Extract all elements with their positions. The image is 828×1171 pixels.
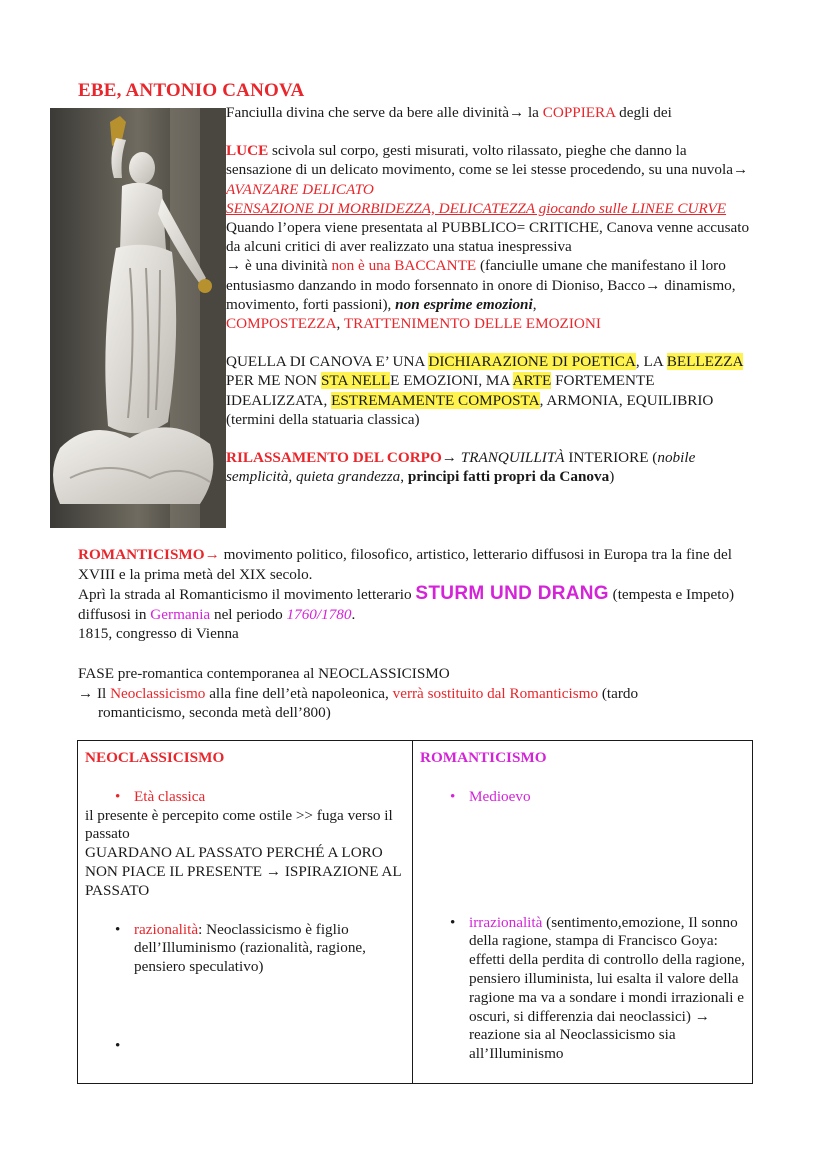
text-tranquillita: TRANQUILLITÀ (460, 449, 565, 467)
document-title: EBE, ANTONIO CANOVA (78, 80, 305, 101)
text-razionalita: razionalità (134, 920, 199, 938)
text-romanticismo: ROMANTICISMO (78, 546, 205, 563)
text-definition: movimento politico, filosofico, artistico, letterario diffusosi in Europa tra la fine del XVIII e la prima metà del XIX secolo. (78, 546, 732, 583)
text-guardano-al-passato: GUARDANO AL PASSATO PERCHÉ A LORO NON PIACE IL PRESENTE → ISPIRAZIONE AL PASSATO (85, 844, 402, 899)
arrow-icon: → (732, 161, 749, 179)
highlight-bellezza: BELLEZZA (666, 353, 743, 371)
text-strada: Aprì la strada al Romanticismo il movimento letterario (78, 586, 416, 603)
text-morbidezza: SENSAZIONE DI MORBIDEZZA, DELICATEZZA giocando sulle LINEE CURVE (226, 199, 727, 217)
text-compostezza: COMPOSTEZZA (226, 315, 337, 333)
romanticism-congress: 1815, congresso di Vienna (78, 625, 239, 642)
text-irrazionalita: irrazionalità (469, 913, 543, 931)
ebe-line-coppiera (226, 103, 756, 122)
phase-line-1: FASE pre-romantica contemporanea al NEOCLASSICISMO (78, 665, 450, 682)
romanticism-column (413, 741, 753, 1084)
text-il: Il (93, 684, 111, 702)
arrow-icon: → (204, 546, 220, 563)
text-eta-napoleonica: alla fine dell’età napoleonica, (205, 684, 393, 702)
romanticism-header: ROMANTICISMO (420, 749, 547, 766)
ebe-line-compostezza (226, 314, 756, 333)
text-razionalita-description: : Neoclassicismo è figlio dell’Illuminismo (razionalità, ragione, pensiero speculativo) (134, 920, 366, 976)
text-irrazionalita-description: (sentimento,emozione, Il sonno della ragione, stampa di Francisco Goya: effetti della perdita di controllo della ragione, pensiero illuminista, lui esalta il valore della ragione ma va a sondare i mondi irrazionali e oscuri, si differenzia dai neoclassici) → reazione sia al Neoclassicismo sia all’Illuminismo (469, 913, 745, 1063)
text-sturm-und-drang: STURM UND DRANG (415, 583, 609, 604)
ebe-paragraph-poetica (226, 352, 756, 429)
arrow-icon: → (441, 449, 457, 467)
text-nobile-semplicita: nobile semplicità, quieta grandezza (226, 449, 696, 486)
arrow-icon: → (226, 257, 242, 275)
neoclassicism-column (78, 741, 413, 1084)
text-dot: . (351, 605, 356, 623)
text-trattenimento: TRATTENIMENTO DELLE EMOZIONI (343, 315, 601, 333)
ebe-statue-image (50, 108, 226, 528)
text-divinita: è una divinità (241, 257, 332, 275)
text-non-esprime: non esprime emozioni (395, 295, 533, 313)
text-poetica-mid: PER ME NON (226, 372, 321, 390)
text-presente-ostile: il presente è percepito come ostile >> fuga verso il passato (85, 806, 393, 843)
list-item-irrazionalita (420, 914, 745, 1064)
ebe-paragraph-luce (226, 141, 756, 199)
list-item-eta-classica: • Età classica (85, 788, 405, 807)
list-item-empty (85, 1037, 405, 1056)
text-tempesta: (tempesta e Impeto) diffusosi in (78, 586, 735, 623)
text-poetica-mid: E EMOZIONI, MA (390, 372, 513, 390)
list-item-medioevo: • Medioevo (420, 788, 745, 807)
text-neoclassicismo: Neoclassicismo (110, 684, 206, 702)
highlight-poetica: DICHIARAZIONE DI POETICA (428, 353, 636, 371)
ebe-paragraph-rilassamento: RILASSAMENTO DEL CORPO→ TRANQUILLITÀ INTERIORE (nobile semplicità, quieta grandezza, principi fatti propri da Canova) (226, 449, 696, 486)
neoclassicism-header: NEOCLASSICISMO (85, 749, 225, 766)
statue-illustration (50, 108, 226, 528)
text-poetica-end: , ARMONIA, EQUILIBRIO (termini della statuaria classica) (226, 391, 714, 428)
text-sostituito: verrà sostituito dal Romanticismo (392, 684, 599, 702)
ebe-line-morbidezza (226, 199, 756, 218)
text-coppiera: COPPIERA (542, 104, 616, 121)
romanticism-sturm (78, 584, 758, 624)
text-periodo: nel periodo (210, 605, 287, 623)
text-close-paren: ) (609, 468, 615, 486)
arrow-icon: → (78, 684, 94, 702)
highlight-sta-nell: STA NELL (320, 372, 391, 390)
arrow-icon: → (508, 104, 525, 121)
ebe-description (226, 103, 756, 486)
text-principi: principi fatti propri da Canova (407, 468, 610, 486)
text-dinamismo: dinamismo, movimento, forti passioni), (226, 276, 736, 313)
text-luce: LUCE (226, 142, 269, 160)
romanticism-section (78, 545, 758, 644)
text-germania: Germania (150, 605, 211, 623)
text-rilassamento: RILASSAMENTO DEL CORPO (226, 449, 442, 467)
text-degli-dei: degli dei (615, 104, 672, 121)
text-years: 1760/1780 (286, 605, 352, 623)
phase-line-3: romanticismo, seconda metà dell’800) (98, 704, 331, 721)
text-tardo: (tardo (598, 684, 639, 702)
romanticism-definition (78, 545, 758, 584)
ebe-paragraph-pubblico (226, 218, 756, 256)
text-poetica-mid: FORTEMENTE IDEALIZZATA, (226, 372, 655, 409)
text-poetica-mid: , LA (635, 353, 667, 371)
text-non-baccante: non è una BACCANTE (331, 257, 477, 275)
text-la: la (524, 104, 543, 121)
text-pubblico: Quando l’opera viene presentata al PUBBLICO= CRITICHE, Canova venne accusato da alcuni critici di aver realizzato una statua inespressiva (226, 219, 750, 256)
ebe-paragraph-baccante (226, 256, 756, 314)
text-interiore: INTERIORE ( (564, 449, 658, 467)
phase-line-2 (78, 684, 758, 704)
text-baccante: (fanciulle umane che manifestano il loro entusiasmo danzando in modo forsennato in onore di Dioniso, Bacco (226, 257, 726, 294)
phase-section (78, 664, 758, 723)
text-comma: , (336, 315, 344, 333)
arrow-icon: → (645, 276, 661, 294)
highlight-arte: ARTE (512, 372, 552, 390)
highlight-composta: ESTREMAMENTE COMPOSTA (331, 391, 540, 409)
table-row (78, 741, 753, 1084)
text-luce-description: scivola sul corpo, gesti misurati, volto rilassato, pieghe che danno la sensazione di un delicato movimento, come se lei stesse procedendo, su una nuvola (226, 142, 733, 179)
text-avanzare-delicato: AVANZARE DELICATO (226, 180, 374, 198)
comparison-table (77, 740, 753, 1084)
list-item-razionalita (85, 921, 405, 977)
text-comma: , (532, 295, 537, 313)
text-poetica-pre: QUELLA DI CANOVA E’ UNA (226, 353, 429, 371)
text-fanciulla: Fanciulla divina che serve da bere alle divinità (226, 104, 509, 121)
